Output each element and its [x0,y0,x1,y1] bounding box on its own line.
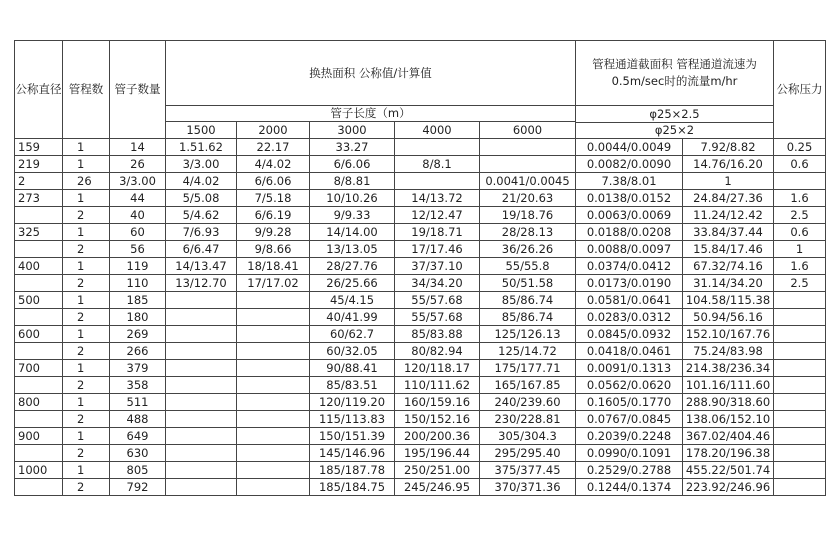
table-row [15,394,826,411]
cell-dn: 800 [15,394,63,411]
cell-area-3000: 85/83.51 [310,377,395,394]
cell-channel-area: 0.0091/0.1313 [576,360,683,377]
cell-area-2000 [237,411,310,428]
cell-flow: 104.58/115.38 [683,292,774,309]
cell-flow: 50.94/56.16 [683,309,774,326]
cell-area-3000: 150/151.39 [310,428,395,445]
cell-passes: 1 [63,394,110,411]
cell-area-4000: 80/82.94 [395,343,480,360]
cell-dn: 400 [15,258,63,275]
cell-pressure [774,326,826,343]
cell-channel-area: 0.2039/0.2248 [576,428,683,445]
cell-area-6000: 0.0041/0.0045 [480,173,576,190]
cell-flow: 67.32/74.16 [683,258,774,275]
cell-tube-count: 379 [110,360,166,377]
cell-area-1500: 4/4.02 [166,173,237,190]
cell-passes: 1 [63,326,110,343]
cell-passes: 1 [63,224,110,241]
cell-area-6000: 85/86.74 [480,292,576,309]
cell-area-1500 [166,309,237,326]
cell-passes: 1 [63,360,110,377]
cell-pressure: 2.5 [774,207,826,224]
cell-flow: 138.06/152.10 [683,411,774,428]
table-row [15,207,826,224]
cell-dn: 325 [15,224,63,241]
cell-area-1500 [166,292,237,309]
cell-area-1500 [166,394,237,411]
cell-channel-area: 0.2529/0.2788 [576,462,683,479]
cell-dn [15,479,63,496]
cell-area-2000 [237,360,310,377]
table-row [15,258,826,275]
cell-area-4000: 85/83.88 [395,326,480,343]
table-row [15,377,826,394]
cell-flow: 11.24/12.42 [683,207,774,224]
cell-passes: 2 [63,241,110,258]
cell-area-4000: 55/57.68 [395,292,480,309]
cell-area-4000: 195/196.44 [395,445,480,462]
cell-pressure [774,411,826,428]
cell-area-1500: 13/12.70 [166,275,237,292]
cell-area-4000: 8/8.1 [395,156,480,173]
cell-flow: 178.20/196.38 [683,445,774,462]
cell-channel-area: 0.0374/0.0412 [576,258,683,275]
header-length-4000: 4000 [395,122,480,139]
table-row [15,360,826,377]
table-row [15,173,826,190]
header-length-3000: 3000 [310,122,395,139]
cell-area-3000: 13/13.05 [310,241,395,258]
header-length-6000: 6000 [480,122,576,139]
cell-area-2000 [237,445,310,462]
header-tube-length: 管子长度（m） [166,106,576,122]
cell-passes: 1 [63,462,110,479]
cell-channel-area: 0.0767/0.0845 [576,411,683,428]
cell-dn: 159 [15,139,63,156]
table-row [15,292,826,309]
cell-channel-area: 0.0063/0.0069 [576,207,683,224]
cell-area-2000 [237,326,310,343]
cell-area-3000: 120/119.20 [310,394,395,411]
cell-pressure [774,309,826,326]
cell-flow: 367.02/404.46 [683,428,774,445]
cell-passes: 2 [63,377,110,394]
cell-tube-count: 630 [110,445,166,462]
cell-tube-count: 511 [110,394,166,411]
table-row [15,190,826,207]
table-body [15,139,826,496]
cell-channel-area: 0.0562/0.0620 [576,377,683,394]
header-pressure: 公称压力 [774,41,826,139]
cell-pressure: 0.6 [774,156,826,173]
cell-tube-count: 3/3.00 [110,173,166,190]
cell-area-2000: 6/6.19 [237,207,310,224]
cell-area-2000 [237,309,310,326]
cell-area-6000: 125/14.72 [480,343,576,360]
cell-area-3000: 60/32.05 [310,343,395,360]
cell-area-2000: 7/5.18 [237,190,310,207]
cell-area-6000: 175/177.71 [480,360,576,377]
cell-area-6000: 305/304.3 [480,428,576,445]
cell-dn [15,309,63,326]
table-row [15,241,826,258]
cell-area-2000: 4/4.02 [237,156,310,173]
cell-tube-count: 269 [110,326,166,343]
cell-passes: 2 [63,445,110,462]
cell-area-3000: 33.27 [310,139,395,156]
cell-channel-area: 0.1605/0.1770 [576,394,683,411]
cell-pressure [774,428,826,445]
table-row [15,343,826,360]
cell-area-6000: 125/126.13 [480,326,576,343]
table-row [15,462,826,479]
cell-area-4000: 55/57.68 [395,309,480,326]
cell-area-4000: 250/251.00 [395,462,480,479]
cell-pressure [774,377,826,394]
header-phi-25x2: φ25×2 [576,123,774,139]
cell-area-4000 [395,173,480,190]
cell-area-6000: 21/20.63 [480,190,576,207]
cell-flow: 7.92/8.82 [683,139,774,156]
cell-channel-area: 0.0418/0.0461 [576,343,683,360]
cell-area-2000: 18/18.41 [237,258,310,275]
cell-area-2000: 17/17.02 [237,275,310,292]
table-row [15,309,826,326]
cell-area-1500 [166,411,237,428]
cell-area-2000 [237,377,310,394]
cell-channel-area: 0.0088/0.0097 [576,241,683,258]
cell-area-3000: 8/8.81 [310,173,395,190]
cell-pressure [774,292,826,309]
cell-area-3000: 115/113.83 [310,411,395,428]
cell-tube-count: 792 [110,479,166,496]
cell-channel-area: 0.0044/0.0049 [576,139,683,156]
cell-area-1500: 7/6.93 [166,224,237,241]
cell-area-6000 [480,139,576,156]
header-passes: 管程数 [63,41,110,139]
cell-tube-count: 44 [110,190,166,207]
cell-area-4000: 17/17.46 [395,241,480,258]
cell-flow: 14.76/16.20 [683,156,774,173]
cell-area-4000: 160/159.16 [395,394,480,411]
table-row [15,428,826,445]
cell-area-1500 [166,360,237,377]
cell-area-3000: 45/4.15 [310,292,395,309]
cell-pressure: 1.6 [774,258,826,275]
cell-passes: 2 [63,309,110,326]
cell-area-1500 [166,479,237,496]
cell-passes: 1 [63,258,110,275]
cell-area-1500: 5/4.62 [166,207,237,224]
cell-dn [15,411,63,428]
cell-area-1500: 6/6.47 [166,241,237,258]
cell-channel-area: 0.0173/0.0190 [576,275,683,292]
cell-channel-area: 0.0581/0.0641 [576,292,683,309]
cell-channel-area: 0.0082/0.0090 [576,156,683,173]
cell-tube-count: 110 [110,275,166,292]
cell-area-2000: 9/9.28 [237,224,310,241]
table-row [15,275,826,292]
cell-area-4000: 14/13.72 [395,190,480,207]
cell-dn [15,377,63,394]
spec-table [14,40,826,496]
cell-area-3000: 9/9.33 [310,207,395,224]
cell-flow: 75.24/83.98 [683,343,774,360]
cell-tube-count: 358 [110,377,166,394]
table-row [15,224,826,241]
cell-area-1500: 5/5.08 [166,190,237,207]
cell-dn [15,343,63,360]
cell-pressure [774,394,826,411]
cell-area-2000 [237,428,310,445]
cell-tube-count: 60 [110,224,166,241]
cell-channel-area: 0.0990/0.1091 [576,445,683,462]
cell-area-2000 [237,292,310,309]
cell-area-3000: 6/6.06 [310,156,395,173]
cell-passes: 1 [63,292,110,309]
cell-flow: 1 [683,173,774,190]
cell-pressure [774,479,826,496]
cell-area-4000: 120/118.17 [395,360,480,377]
cell-area-2000 [237,394,310,411]
cell-flow: 24.84/27.36 [683,190,774,207]
cell-area-4000: 245/246.95 [395,479,480,496]
cell-pressure [774,173,826,190]
header-length-1500: 1500 [166,122,237,139]
cell-pressure: 0.25 [774,139,826,156]
table-header [15,41,826,139]
table-row [15,411,826,428]
header-length-2000: 2000 [237,122,310,139]
table-row [15,326,826,343]
cell-tube-count: 266 [110,343,166,360]
cell-pressure: 2.5 [774,275,826,292]
cell-tube-count: 56 [110,241,166,258]
cell-area-4000: 37/37.10 [395,258,480,275]
cell-dn [15,275,63,292]
cell-dn: 2 [15,173,63,190]
cell-area-1500 [166,462,237,479]
cell-area-1500: 14/13.47 [166,258,237,275]
header-dn: 公称直径 [15,41,63,139]
cell-tube-count: 119 [110,258,166,275]
cell-area-4000: 150/152.16 [395,411,480,428]
cell-tube-count: 180 [110,309,166,326]
cell-dn: 600 [15,326,63,343]
cell-area-6000: 240/239.60 [480,394,576,411]
header-channel: 管程通道截面积 管程通道流速为0.5m/sec时的流量m/hr [576,41,774,106]
cell-flow: 101.16/111.60 [683,377,774,394]
cell-area-4000 [395,139,480,156]
cell-area-3000: 60/62.7 [310,326,395,343]
cell-area-6000: 295/295.40 [480,445,576,462]
cell-area-3000: 10/10.26 [310,190,395,207]
cell-channel-area: 0.0188/0.0208 [576,224,683,241]
cell-flow: 31.14/34.20 [683,275,774,292]
cell-area-1500: 1.51.62 [166,139,237,156]
cell-area-1500 [166,377,237,394]
cell-channel-area: 0.0283/0.0312 [576,309,683,326]
cell-area-3000: 14/14.00 [310,224,395,241]
cell-passes: 2 [63,207,110,224]
cell-passes: 1 [63,156,110,173]
cell-area-1500: 3/3.00 [166,156,237,173]
cell-area-6000: 50/51.58 [480,275,576,292]
table-row [15,479,826,496]
cell-area-2000: 9/8.66 [237,241,310,258]
cell-area-3000: 145/146.96 [310,445,395,462]
cell-area-1500 [166,428,237,445]
cell-passes: 1 [63,139,110,156]
cell-dn: 900 [15,428,63,445]
cell-flow: 214.38/236.34 [683,360,774,377]
cell-area-6000: 165/167.85 [480,377,576,394]
header-phi-25x2.5: φ25×2.5 [576,106,774,123]
cell-tube-count: 488 [110,411,166,428]
cell-area-3000: 185/187.78 [310,462,395,479]
cell-tube-count: 805 [110,462,166,479]
cell-area-1500 [166,445,237,462]
table-row [15,139,826,156]
cell-tube-count: 649 [110,428,166,445]
cell-channel-area: 7.38/8.01 [576,173,683,190]
cell-flow: 33.84/37.44 [683,224,774,241]
cell-channel-area: 0.1244/0.1374 [576,479,683,496]
cell-area-1500 [166,326,237,343]
cell-tube-count: 185 [110,292,166,309]
cell-pressure [774,445,826,462]
cell-flow: 288.90/318.60 [683,394,774,411]
header-tube-count: 管子数量 [110,41,166,139]
cell-area-4000: 110/111.62 [395,377,480,394]
cell-pressure: 1.6 [774,190,826,207]
cell-tube-count: 14 [110,139,166,156]
cell-passes: 2 [63,411,110,428]
cell-dn: 700 [15,360,63,377]
cell-area-2000: 6/6.06 [237,173,310,190]
cell-dn [15,207,63,224]
header-area: 换热面积 公称值/计算值 [166,41,576,106]
cell-channel-area: 0.0138/0.0152 [576,190,683,207]
cell-area-6000: 28/28.13 [480,224,576,241]
cell-pressure [774,343,826,360]
cell-channel-area: 0.0845/0.0932 [576,326,683,343]
cell-passes: 2 [63,275,110,292]
cell-area-6000: 19/18.76 [480,207,576,224]
cell-area-6000: 36/26.26 [480,241,576,258]
cell-dn: 500 [15,292,63,309]
cell-area-1500 [166,343,237,360]
cell-area-6000 [480,156,576,173]
cell-area-3000: 185/184.75 [310,479,395,496]
cell-area-3000: 28/27.76 [310,258,395,275]
cell-passes: 26 [63,173,110,190]
cell-passes: 1 [63,428,110,445]
table-row [15,445,826,462]
cell-area-6000: 370/371.36 [480,479,576,496]
cell-area-4000: 19/18.71 [395,224,480,241]
cell-flow: 15.84/17.46 [683,241,774,258]
cell-flow: 223.92/246.96 [683,479,774,496]
cell-flow: 152.10/167.76 [683,326,774,343]
cell-passes: 2 [63,343,110,360]
cell-area-2000 [237,479,310,496]
cell-area-3000: 90/88.41 [310,360,395,377]
cell-dn [15,445,63,462]
table-row [15,156,826,173]
cell-area-2000: 22.17 [237,139,310,156]
cell-dn: 1000 [15,462,63,479]
cell-flow: 455.22/501.74 [683,462,774,479]
cell-dn: 273 [15,190,63,207]
cell-tube-count: 40 [110,207,166,224]
cell-area-6000: 85/86.74 [480,309,576,326]
cell-pressure: 1 [774,241,826,258]
cell-area-6000: 55/55.8 [480,258,576,275]
cell-area-2000 [237,462,310,479]
cell-area-3000: 40/41.99 [310,309,395,326]
cell-area-4000: 200/200.36 [395,428,480,445]
cell-area-4000: 12/12.47 [395,207,480,224]
cell-area-3000: 26/25.66 [310,275,395,292]
cell-area-2000 [237,343,310,360]
cell-pressure [774,462,826,479]
cell-dn: 219 [15,156,63,173]
cell-area-4000: 34/34.20 [395,275,480,292]
cell-pressure [774,360,826,377]
cell-pressure: 0.6 [774,224,826,241]
cell-dn [15,241,63,258]
cell-area-6000: 375/377.45 [480,462,576,479]
cell-passes: 2 [63,479,110,496]
heat-exchanger-spec-sheet [14,40,826,496]
cell-area-6000: 230/228.81 [480,411,576,428]
cell-passes: 1 [63,190,110,207]
cell-tube-count: 26 [110,156,166,173]
